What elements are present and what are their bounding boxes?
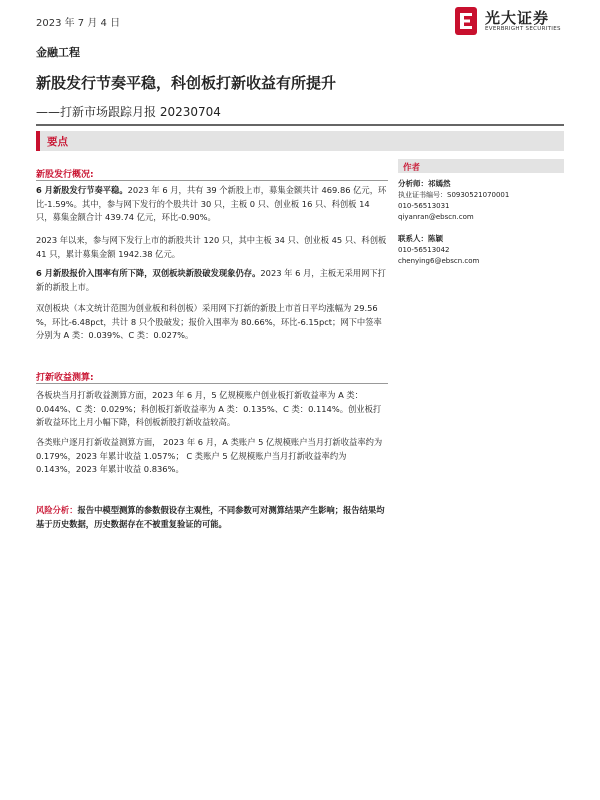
paragraph-issuance-4 [36,302,388,343]
paragraph-returns-2 [36,436,388,477]
paragraph-returns-1 [36,389,388,430]
report-date: 2023 年 7 月 4 日 [36,18,121,29]
paragraph-lead: 6 月新股发行节奏平稳。 [36,185,128,195]
summary-accent [36,131,40,151]
paragraph-text: 双创板块（本文统计范围为创业板和科创板）采用网下打新的新股上市首日平均涨幅为 29.56 %，环比-6.48pct，共计 8 只个股破发；报价入围率为 80.66%，环比-6.15pct；网下中签率分别为 A 类：0.039%、C 类：0.027%。 [36,303,382,340]
paragraph-text: 各板块当月打新收益测算方面，2023 年 6 月，5 亿规模账户创业板打新收益率为 A 类：0.044%、C 类：0.029%；科创板打新收益率为 A 类：0.135%、C 类：0.114%。创业板打新收益环比上月小幅下降，科创板新股打新收益较高。 [36,390,382,427]
page-title: 新股发行节奏平稳，科创板打新收益有所提升 [36,74,337,92]
paragraph-issuance-3 [36,267,388,294]
paragraph-lead: 6 月新股报价入围率有所下降，双创板块新股破发现象仍存。 [36,268,261,278]
paragraph-text: 2023 年 6 月，主板无采用网下打新的新股上市。 [36,268,386,292]
contact-role: 联系人：陈颖 [398,234,443,243]
logo-text-en: EVERBRIGHT SECURITIES [485,26,561,32]
page-subtitle: ——打新市场跟踪月报 20230704 [36,105,221,119]
section-heading-returns: 打新收益测算: [36,373,94,383]
risk-analysis [36,504,388,531]
analyst-phone: 010-56513031 [398,202,450,210]
summary-bar [36,131,564,151]
contact-phone: 010-56513042 [398,246,450,254]
report-category: 金融工程 [36,46,80,59]
risk-label: 风险分析： [36,505,78,515]
paragraph-issuance-1 [36,184,388,225]
section-heading-issuance: 新股发行概况: [36,170,94,180]
everbright-logo-icon [455,7,477,35]
summary-label: 要点 [47,136,68,148]
contact-info [398,233,479,267]
author-header-bar [398,159,564,173]
risk-text: 报告中模型测算的参数假设存主观性，不同参数可对测算结果产生影响；报告结果均基于历史数据，历史数据存在不被重复验证的可能。 [36,505,385,529]
logo-text-cn: 光大证券 [485,9,550,27]
contact-email: chenying6@ebscn.com [398,257,480,265]
section-divider [36,383,388,384]
title-divider [36,124,564,126]
author-label: 作者 [403,163,421,173]
paragraph-text: 2023 年以来，参与网下发行上市的新股共计 120 只，其中主板 34 只、创业板 45 只、科创板 41 只，累计募集金额 1942.38 亿元。 [36,235,387,259]
brand-logo [455,5,575,37]
paragraph-text: 2023 年 6 月，共有 39 个新股上市，募集金额共计 469.86 亿元，环比-1.59%。其中，参与网下发行的个股共计 30 只，主板 0 只、创业板 16 只、科创板 14 只，募集金额合计 439.74 亿元，环比-0.90%。 [36,185,387,222]
analyst-cert: 执业证书编号：S0930521070001 [398,191,510,199]
analyst-email: qiyanran@ebscn.com [398,213,474,221]
analyst-role: 分析师：祁嫣然 [398,179,451,188]
paragraph-text: 各类账户逐月打新收益测算方面， 2023 年 6 月，A 类账户 5 亿规模账户当月打新收益率约为 0.179%，2023 年累计收益 1.057%； C 类账户 5 亿规模账户当月打新收益率约为 0.143%，2023 年累计收益 0.836%。 [36,437,383,474]
analyst-info [398,178,509,223]
paragraph-issuance-2 [36,234,388,261]
section-divider [36,180,388,181]
